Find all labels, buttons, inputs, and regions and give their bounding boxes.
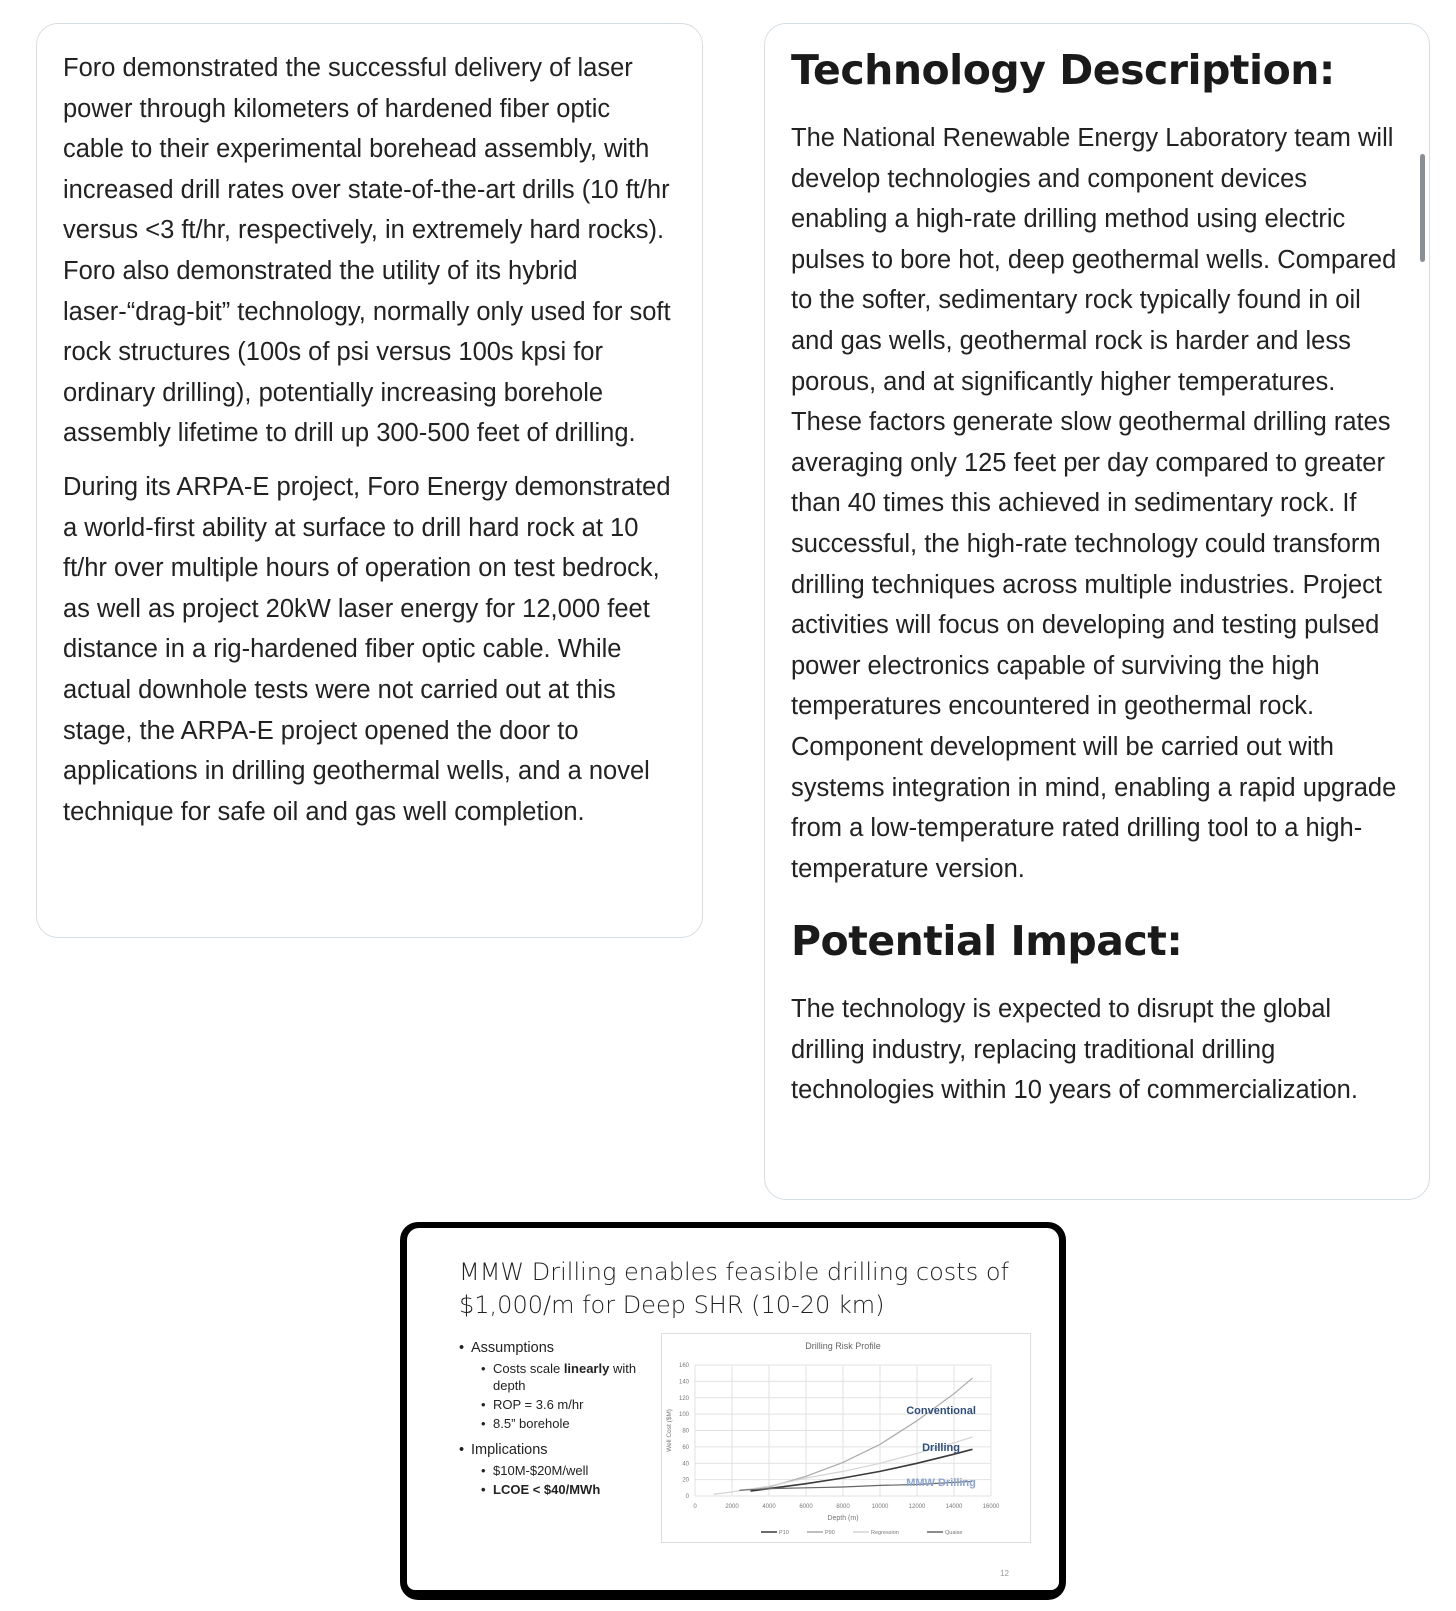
x-tick-label: 8000	[836, 1504, 850, 1510]
y-tick-label: 0	[685, 1494, 689, 1500]
x-tick-label: 4000	[762, 1504, 776, 1510]
foro-paragraph-1: Foro demonstrated the successful delivery of laser power through kilometers of hardened fiber optic cable to their experimental borehead assembly, with increased drill rates over state-of-the-art drills (10 ft/hr versus <3 ft/hr, respectively, in extremely hard rocks). Foro also demonstrated the utility of its hybrid laser-“drag-bit” technology, normally only used for soft rock structures (100s of psi versus 100s kpsi for ordinary drilling), potentially increasing borehole assembly lifetime to drill up 300-500 feet of drilling.	[63, 54, 671, 448]
technology-description-heading: Technology Description:	[791, 46, 1335, 94]
y-tick-label: 140	[678, 1379, 689, 1386]
x-tick-label: 2000	[725, 1504, 739, 1510]
y-tick-label: 160	[678, 1363, 689, 1369]
x-tick-label: 0	[693, 1504, 697, 1510]
y-tick-label: 80	[682, 1428, 689, 1435]
potential-impact-heading: Potential Impact:	[791, 917, 1183, 966]
x-tick-label: 12000	[908, 1504, 926, 1510]
implications-label: • Implications	[459, 1442, 659, 1458]
potential-impact-text: The technology is expected to disrupt the global drilling industry, replacing traditional drilling technologies within 10 years of commercialization.	[791, 995, 1358, 1105]
assumption-item: • 8.5” borehole	[481, 1415, 659, 1432]
x-tick-label: 16000	[982, 1504, 1000, 1510]
legend-label: Regression	[871, 1530, 899, 1536]
chart-annotation: Conventional	[906, 1405, 976, 1418]
chart-title: Drilling Risk Profile	[805, 1341, 881, 1351]
legend-label: Quaise	[945, 1530, 963, 1536]
slide-image	[400, 1222, 1066, 1600]
technology-description-text: The National Renewable Energy Laboratory team will develop technologies and component devices enabling a high-rate drilling method using electric pulses to bore hot, deep geothermal wells. Compared to the softer, sedimentary rock typically found in oil and gas wells, geothermal rock is harder and less porous, and at significantly higher temperatures. These factors generate slow geothermal drilling rates averaging only 125 feet per day compared to greater than 40 times this achieved in sedimentary rock. If successful, the high-rate technology could transform drilling techniques across multiple industries. Project activities will focus on developing and testing pulsed power electronics capable of surviving the high temperatures encountered in geothermal rock. Component development will be carried out with systems integration in mind, enabling a rapid upgrade from a low-temperature rated drilling tool to a high-temperature version.	[791, 124, 1397, 883]
y-tick-label: 120	[678, 1395, 689, 1402]
y-tick-label: 60	[682, 1444, 689, 1451]
nrel-card	[764, 23, 1430, 1200]
slide-title: MMW Drilling enables feasible drilling costs of $1,000/m for Deep SHR (10-20 km)	[459, 1258, 1009, 1319]
y-axis-label: Well Cost ($M)	[666, 1409, 673, 1452]
chart-annotation: MMW Drilling	[906, 1477, 976, 1490]
assumption-item: • Costs scale linearly with depth	[481, 1360, 659, 1394]
assumptions-label: • Assumptions	[459, 1340, 659, 1356]
assumption-item: • ROP = 3.6 m/hr	[481, 1396, 659, 1413]
page-number: 12	[1000, 1569, 1009, 1578]
implication-item: • LCOE < $40/MWh	[481, 1481, 659, 1498]
y-tick-label: 100	[678, 1412, 689, 1419]
drilling-risk-chart	[661, 1333, 1031, 1543]
x-tick-label: 10000	[871, 1504, 889, 1510]
scrollbar[interactable]	[1420, 154, 1425, 262]
x-tick-label: 14000	[945, 1504, 963, 1510]
legend-label: P90	[825, 1530, 835, 1536]
x-axis-label: Depth (m)	[827, 1515, 859, 1522]
foro-paragraph-2: During its ARPA-E project, Foro Energy demonstrated a world-first ability at surface to drill hard rock at 10 ft/hr over multiple hours of operation on test bedrock, as well as project 20kW laser energy for 12,000 feet distance in a rig-hardened fiber optic cable. While actual downhole tests were not carried out at this stage, the ARPA-E project opened the door to applications in drilling geothermal wells, and a novel technique for safe oil and gas well completion.	[63, 472, 671, 826]
x-tick-label: 6000	[799, 1504, 813, 1510]
chart-annotation: Drilling	[922, 1441, 960, 1454]
implication-item: • $10M-$20M/well	[481, 1462, 659, 1479]
legend-label: P10	[779, 1530, 789, 1536]
y-tick-label: 20	[682, 1477, 689, 1484]
foro-energy-card	[36, 23, 703, 938]
y-tick-label: 40	[682, 1461, 689, 1468]
slide-bullets	[459, 1340, 659, 1508]
